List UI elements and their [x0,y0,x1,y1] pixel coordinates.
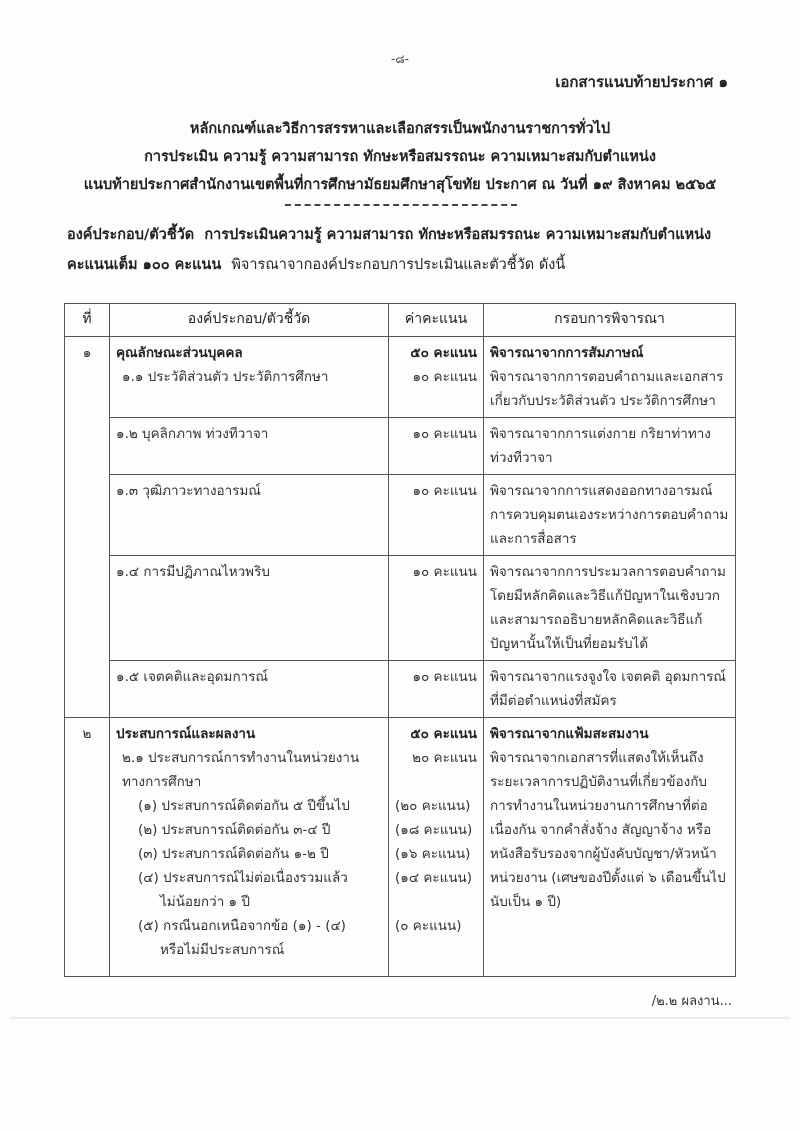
indicator-cell [110,337,389,418]
criterion-label-cont: หรือไม่มีประสบการณ์ [160,942,285,958]
document-subtitle: การประเมิน ความรู้ ความสามารถ ทักษะหรือสมรรถนะ ความเหมาะสมกับตำแหน่ง [144,149,656,165]
header-indicator: องค์ประกอบ/ตัวชี้วัด [110,304,389,337]
indicator-label: ๑.๔ การมีปฏิภาณไหวพริบ [110,556,389,661]
framework-text: พิจารณาจากแรงจูงใจ เจตคติ อุดมการณ์ที่มีต่อตำแหน่งที่สมัคร [484,661,736,718]
framework-text: พิจารณาจากการแต่งกาย กริยาท่าทาง ท่วงทีวาจา [484,418,736,475]
table-row [65,418,736,475]
indicator-score: ๑๐ คะแนน [389,661,484,718]
criterion-label: (๕) กรณีนอกเหนือจากข้อ (๑) - (๔) [138,918,346,934]
score-cell [389,718,484,977]
document-reference: แนบท้ายประกาศสำนักงานเขตพื้นที่การศึกษามัธยมศึกษาสุโขทัย ประกาศ ณ วันที่ ๑๙ สิงหาคม ๒๕๖๕ [83,177,717,193]
indicator-label: ๑.๒ บุคลิกภาพ ท่วงทีวาจา [110,418,389,475]
indicator-label: ๑.๕ เจตคติและอุดมการณ์ [110,661,389,718]
dashed-divider [285,204,517,206]
page-number: -๘- [391,52,409,66]
criterion-score: (๑๔ คะแนน) [395,870,473,886]
criterion-label: (๓) ประสบการณ์ติดต่อกัน ๑-๒ ปี [138,846,329,862]
indicator-cell [110,718,389,977]
header-score: ค่าคะแนน [389,304,484,337]
criterion-label: (๑) ประสบการณ์ติดต่อกัน ๕ ปีขึ้นไป [138,798,350,814]
intro-line-1 [67,223,711,246]
criterion-label: (๒) ประสบการณ์ติดต่อกัน ๓-๔ ปี [138,822,331,838]
continuation-note: /๒.๒ ผลงาน... [651,994,732,1009]
table-row [65,556,736,661]
indicator-score: ๑๐ คะแนน [389,475,484,556]
indicator-label: ๑.๑ ประวัติส่วนตัว ประวัติการศึกษา [122,369,329,385]
table-row [65,718,736,977]
table-row [65,475,736,556]
section-number: ๒ [65,718,110,977]
section-score: ๕๐ คะแนน [410,345,477,361]
intro-text-1: การประเมินความรู้ ความสามารถ ทักษะหรือสมรรถนะ ความเหมาะสมกับตำแหน่ง [204,227,712,243]
framework-text: พิจารณาจากเอกสารที่แสดงให้เห็นถึงระยะเวลาการปฏิบัติงานที่เกี่ยวข้องกับการทำงานในหน่วยงานการศึกษาที่ต่อเนื่องกัน จากคำสั่งจ้าง สัญญาจ้าง หรือหนังสือรับรองจากผู้บังคับบัญชา/หัวหน้าหน่วยงาน (เศษของปีตั้งแต่ ๖ เดือนขึ้นไปนับเป็น ๑ ปี) [490,750,726,910]
framework-cell [484,718,736,977]
document-title: หลักเกณฑ์และวิธีการสรรหาและเลือกสรรเป็นพนักงานราชการทั่วไป [189,121,611,137]
page-bottom-rule [10,1017,790,1019]
table-header-row [65,304,736,337]
indicator-score: ๒๐ คะแนน [412,750,477,766]
indicator-label: ๒.๑ ประสบการณ์การทำงานในหน่วยงานทางการศึกษา [122,750,360,790]
framework-title: พิจารณาจากการสัมภาษณ์ [490,345,644,361]
criterion-score: (๐ คะแนน) [395,918,462,934]
section-title: คุณลักษณะส่วนบุคคล [116,345,243,361]
table-row [65,337,736,418]
section-score: ๕๐ คะแนน [410,726,477,742]
header-no: ที่ [65,304,110,337]
criterion-score: (๑๖ คะแนน) [395,846,471,862]
intro-line-2 [67,253,565,276]
intro-label-2: คะแนนเต็ม ๑๐๐ คะแนน [67,257,222,273]
framework-title: พิจารณาจากแฟ้มสะสมงาน [490,726,649,742]
criterion-label-cont: ไม่น้อยกว่า ๑ ปี [160,894,250,910]
framework-text: พิจารณาจากการตอบคำถามและเอกสารเกี่ยวกับประวัติส่วนตัว ประวัติการศึกษา [490,369,724,409]
indicator-score: ๑๐ คะแนน [389,418,484,475]
intro-text-2: พิจารณาจากองค์ประกอบการประเมินและตัวชี้วัด ดังนี้ [231,257,566,273]
criterion-score: (๑๘ คะแนน) [395,822,473,838]
framework-text: พิจารณาจากการแสดงออกทางอารมณ์ การควบคุมตนเองระหว่างการตอบคำถามและการสื่อสาร [484,475,736,556]
section-number: ๑ [65,337,110,718]
criterion-score: (๒๐ คะแนน) [395,798,471,814]
header-framework: กรอบการพิจารณา [484,304,736,337]
framework-text: พิจารณาจากการประมวลการตอบคำถาม โดยมีหลักคิดและวิธีแก้ปัญหาในเชิงบวก และสามารถอธิบายหลักคิดและวิธีแก้ปัญหานั้นให้เป็นที่ยอมรับได้ [484,556,736,661]
intro-label-1: องค์ประกอบ/ตัวชี้วัด [67,227,195,243]
indicator-score: ๑๐ คะแนน [412,369,477,385]
framework-cell [484,337,736,418]
section-title: ประสบการณ์และผลงาน [116,726,256,742]
indicator-label: ๑.๓ วุฒิภาวะทางอารมณ์ [110,475,389,556]
score-cell [389,337,484,418]
attachment-label: เอกสารแนบท้ายประกาศ ๑ [555,73,728,91]
criterion-label: (๔) ประสบการณ์ไม่ต่อเนื่องรวมแล้ว [138,870,348,886]
table-row [65,661,736,718]
criteria-table [64,303,736,977]
indicator-score: ๑๐ คะแนน [389,556,484,661]
